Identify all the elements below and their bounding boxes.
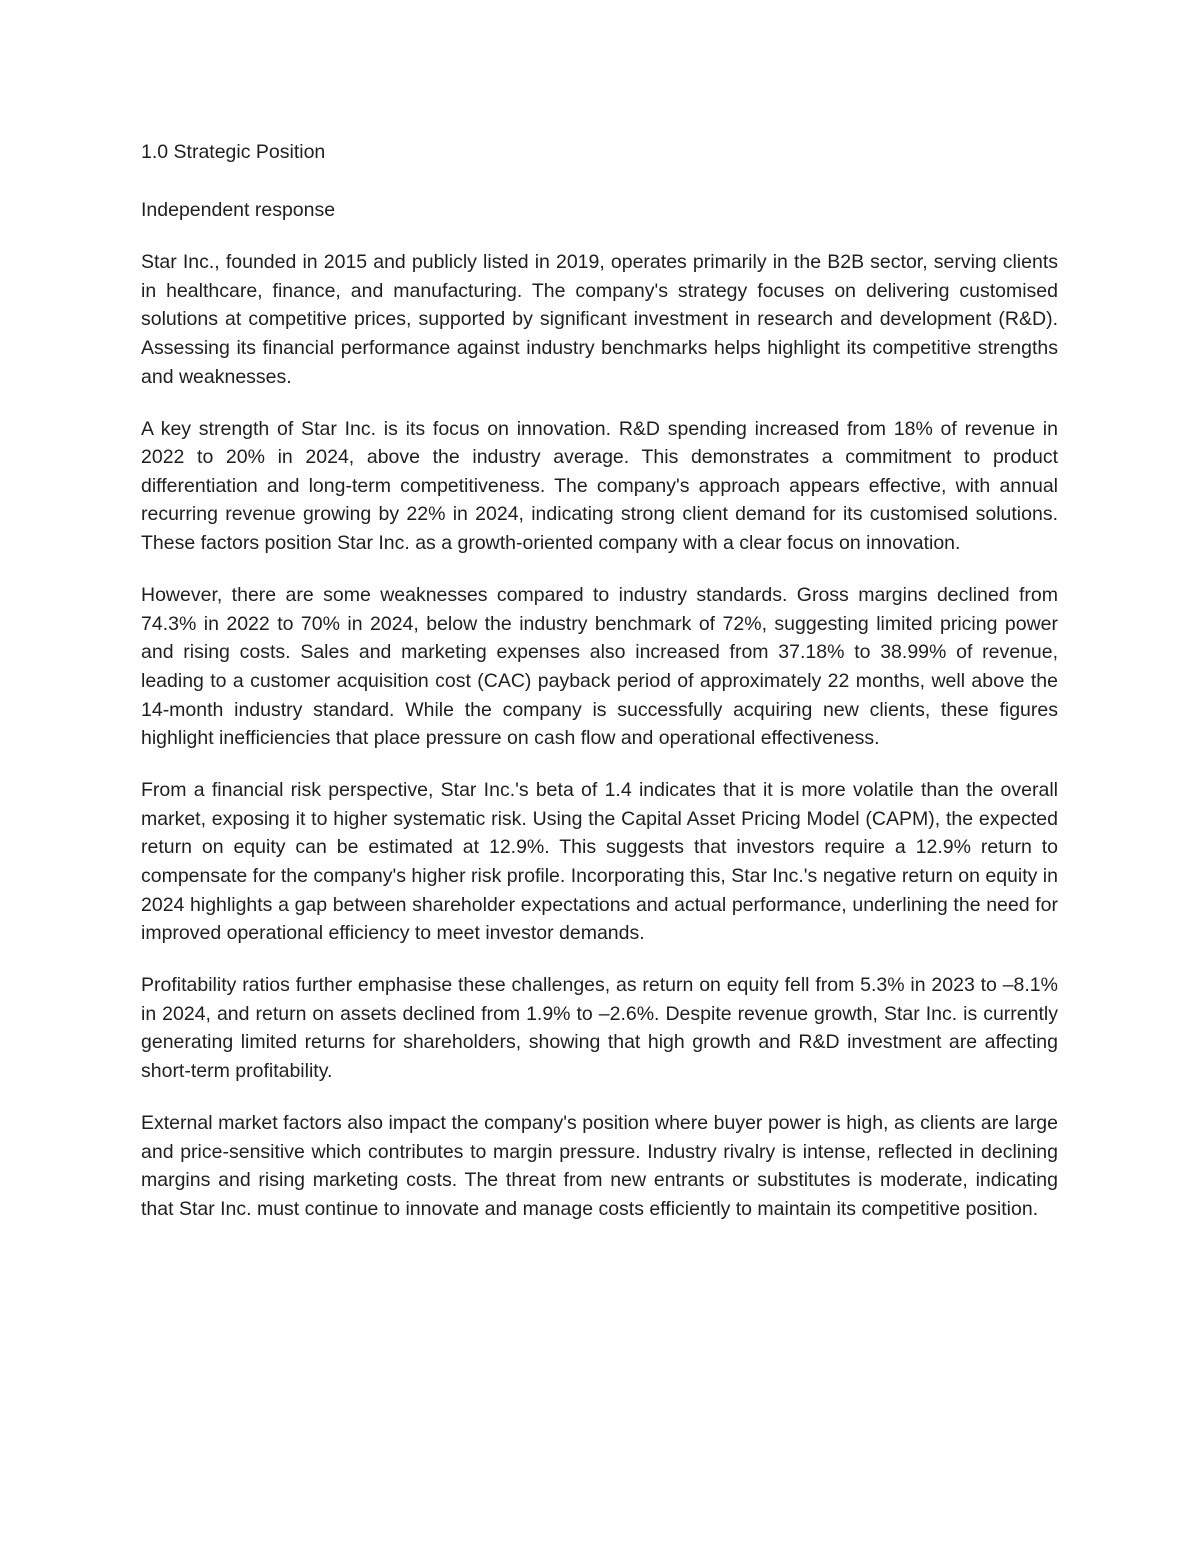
section-subheading: Independent response	[141, 198, 336, 221]
paragraph-weaknesses: However, there are some weaknesses compared to industry standards. Gross margins declined from 74.3% in 2022 to 70% in 2024, below the industry benchmark of 72%, suggesting limited pricing power and rising costs. Sales and marketing expenses also increased from 37.18% to 38.99% of revenue, leading to a customer acquisition cost (CAC) payback period of approximately 22 months, well above the 14-month industry standard. While the company is successfully acquiring new clients, these figures highlight inefficiencies that place pressure on cash flow and operational effectiveness.	[141, 584, 1058, 750]
paragraph-profitability: Profitability ratios further emphasise these challenges, as return on equity fell from 5.3% in 2023 to –8.1% in 2024, and return on assets declined from 1.9% to –2.6%. Despite revenue growth, Star Inc. is currently generating limited returns for shareholders, showing that high growth and R&D investment are affecting short-term profitability.	[141, 974, 1058, 1083]
paragraph-financial-risk: From a financial risk perspective, Star Inc.'s beta of 1.4 indicates that it is more volatile than the overall market, exposing it to higher systematic risk. Using the Capital Asset Pricing Model (CAPM), the expected return on equity can be estimated at 12.9%. This suggests that investors require a 12.9% return to compensate for the company's higher risk profile. Incorporating this, Star Inc.'s negative return on equity in 2024 highlights a gap between shareholder expectations and actual performance, underlining the need for improved operational efficiency to meet investor demands.	[141, 779, 1058, 945]
paragraph-external-factors: External market factors also impact the company's position where buyer power is high, as clients are large and price-sensitive which contributes to margin pressure. Industry rivalry is intense, reflected in declining margins and rising marketing costs. The threat from new entrants or substitutes is moderate, indicating that Star Inc. must continue to innovate and manage costs efficiently to maintain its competitive position.	[141, 1112, 1058, 1220]
paragraph-strengths: A key strength of Star Inc. is its focus on innovation. R&D spending increased from 18% of revenue in 2022 to 20% in 2024, above the industry average. This demonstrates a commitment to product differentiation and long-term competitiveness. The company's approach appears effective, with annual recurring revenue growing by 22% in 2024, indicating strong client demand for its customised solutions. These factors position Star Inc. as a growth-oriented company with a clear focus on innovation.	[141, 417, 1058, 555]
paragraph-intro: Star Inc., founded in 2015 and publicly listed in 2019, operates primarily in the B2B sector, serving clients in healthcare, finance, and manufacturing. The company's strategy focuses on delivering customised solutions at competitive prices, supported by significant investment in research and development (R&D). Assessing its financial performance against industry benchmarks helps highlight its competitive strengths and weaknesses.	[141, 251, 1058, 388]
section-heading: 1.0 Strategic Position	[141, 141, 326, 163]
